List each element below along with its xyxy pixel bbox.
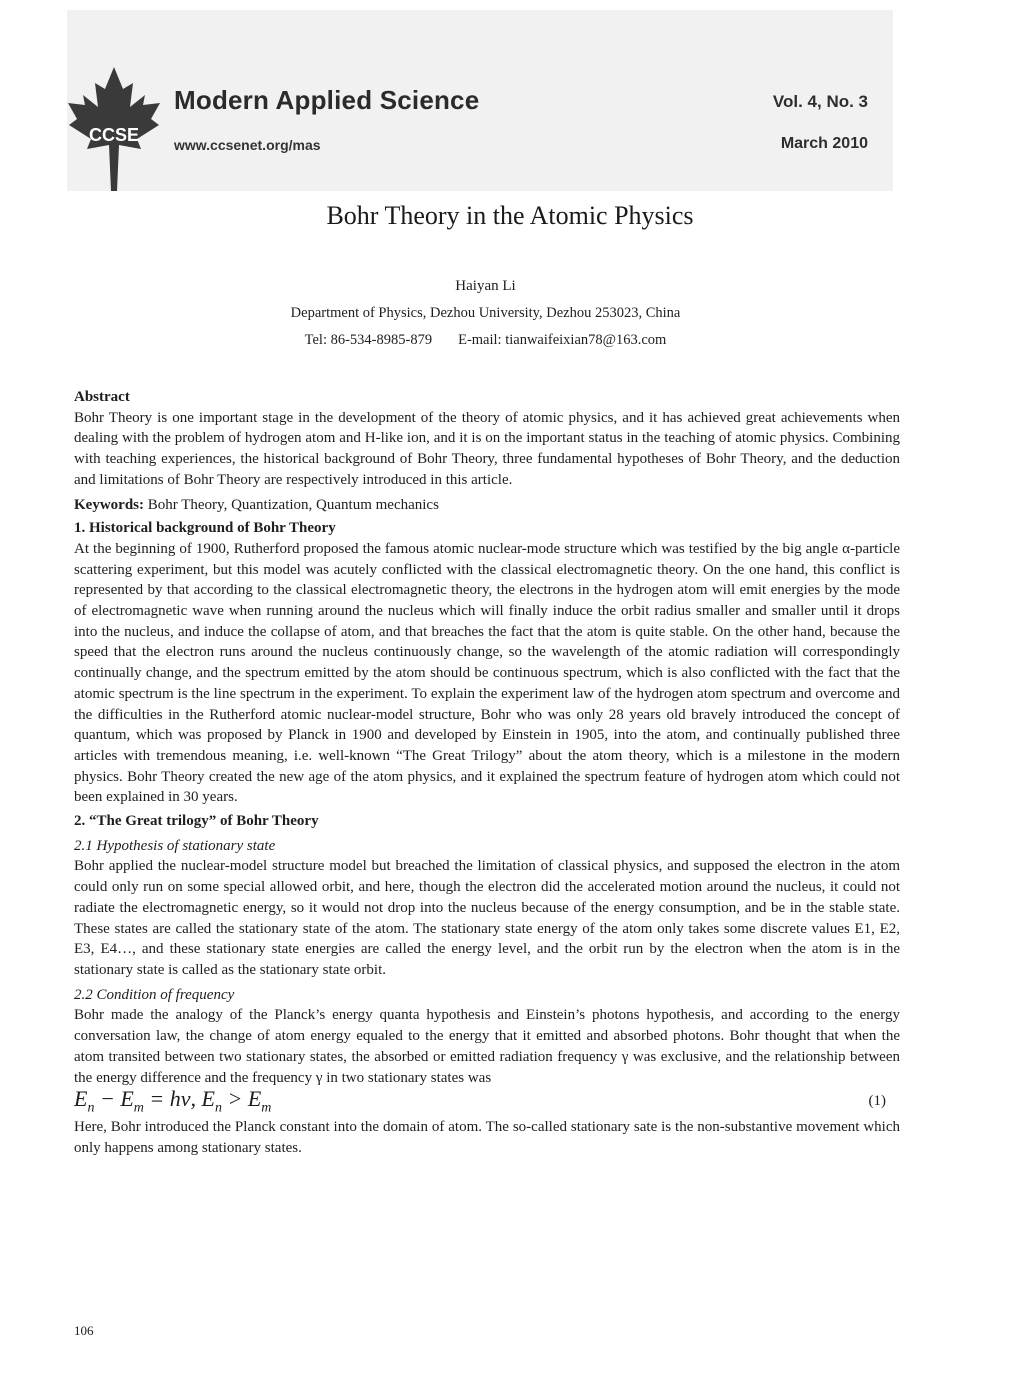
journal-banner (67, 10, 893, 191)
journal-url[interactable]: www.ccsenet.org/mas (174, 137, 321, 153)
keywords-label: Keywords: (74, 496, 144, 513)
author-email[interactable]: E-mail: tianwaifeixian78@163.com (458, 332, 667, 348)
volume-issue: Vol. 4, No. 3 (772, 92, 868, 111)
equation-1 (74, 1086, 900, 1117)
page-number: 106 (74, 1323, 94, 1338)
equation-formula: $E_n - E_m = h\nu$, $E_n > E_m$ (74, 1086, 272, 1116)
keywords-text: Bohr Theory, Quantization, Quantum mechanics (147, 496, 439, 513)
maple-leaf-logo (67, 65, 162, 193)
equation-number: (1) (868, 1093, 886, 1110)
keywords (74, 495, 900, 516)
section2-2-text: Bohr made the analogy of the Planck’s energy quanta hypothesis and Einstein’s photons hypothesis, and according to the energy conversation law, the change of atom energy equaled to the energy that it emitted and absorbed photons. Bohr thought that when the atom transited between two stationary states, the absorbed or emitted radiation frequency γ was exclusive, and the relationship between the energy difference and the frequency γ in two stationary states was (74, 1007, 900, 1086)
abstract-text: Bohr Theory is one important stage in the development of the theory of atomic physics, and it has achieved great achievements when dealing with the problem of hydrogen atom and H-like ion, and it is on the important status in the teaching of atomic physics. Combining with teaching experiences, the historical background of Bohr Theory, three fundamental hypotheses of Bohr Theory, and the deduction and limitations of Bohr Theory are respectively introduced in this article. (74, 409, 900, 488)
abstract-heading: Abstract (74, 389, 130, 405)
section2-1-heading: 2.1 Hypothesis of stationary state (74, 837, 276, 854)
article-title: Bohr Theory in the Atomic Physics (326, 201, 694, 230)
article-body (74, 387, 900, 1159)
section2-2-heading: 2.2 Condition of frequency (74, 986, 235, 1003)
author-tel: Tel: 86-534-8985-879 (304, 332, 433, 348)
author-name: Haiyan Li (455, 278, 516, 294)
journal-name: Modern Applied Science (174, 85, 480, 115)
section2-2-after-text: Here, Bohr introduced the Planck constant into the domain of atom. The so-called stationary sate is the non-substantive movement which only happens among stationary states. (74, 1119, 900, 1156)
author-contact (0, 332, 971, 349)
section1-heading: 1. Historical background of Bohr Theory (74, 520, 336, 537)
section2-heading: 2. “The Great trilogy” of Bohr Theory (74, 813, 319, 830)
section2-1-text: Bohr applied the nuclear-model structure model but breached the limitation of classical physics, and supposed the electron in the atom could only run on some special allowed orbit, and here, though the electron did the accelerated motion around the nucleus, it could not radiate the electromagnetic energy, so it would not drop into the nucleus because of the energy consumption, and be in the stable state. These states are called the stationary state of the atom. The stationary state energy of the atom only takes some discrete values E1, E2, E3, E4…, and these stationary state energies are called the energy level, and the orbit run by the electron when the atom is in the stationary state is called as the stationary state orbit. (74, 858, 900, 978)
issue-date: March 2010 (780, 135, 868, 152)
logo-text: CCSE (88, 125, 140, 145)
section1-text: At the beginning of 1900, Rutherford proposed the famous atomic nuclear-mode structure which was testified by the big angle α-particle scattering experiment, but this model was acutely conflicted with the classical electromagnetic theory. On the one hand, this conflict is represented by that according to the classical electromagnetic theory, the electrons in the hydrogen atom will emit energies by the mode of electromagnetic wave when running around the nucleus which will finally induce the orbit radius smaller and smaller until it drops into the nucleus, and induce the collapse of atom, and that breaches the fact that the atom is quite stable. On the other hand, because the speed that the electron runs around the nucleus continuously change, so the wavelength of the atomic radiation will correspondingly continually change, and the spectrum emitted by the atom should be continuous spectrum, which is also conflicted with the fact that the atomic spectrum is the line spectrum in the experiment. To explain the experiment law of the hydrogen atom spectrum and overcome and the difficulties in the Rutherford atomic nuclear-model structure, Bohr who was only 28 years old bravely introduced the concept of quantum, which was proposed by Planck in 1900 and developed by Einstein in 1905, into the atom, and continually published three articles with tremendous meaning, i.e. well-known “The Great Trilogy” about the atom theory, which is a milestone in the modern physics. Bohr Theory created the new age of the atom physics, and it explained the spectrum feature of hydrogen atom which could not been explained in 30 years. (74, 540, 900, 806)
author-affiliation: Department of Physics, Dezhou University, Dezhou 253023, China (290, 305, 681, 321)
